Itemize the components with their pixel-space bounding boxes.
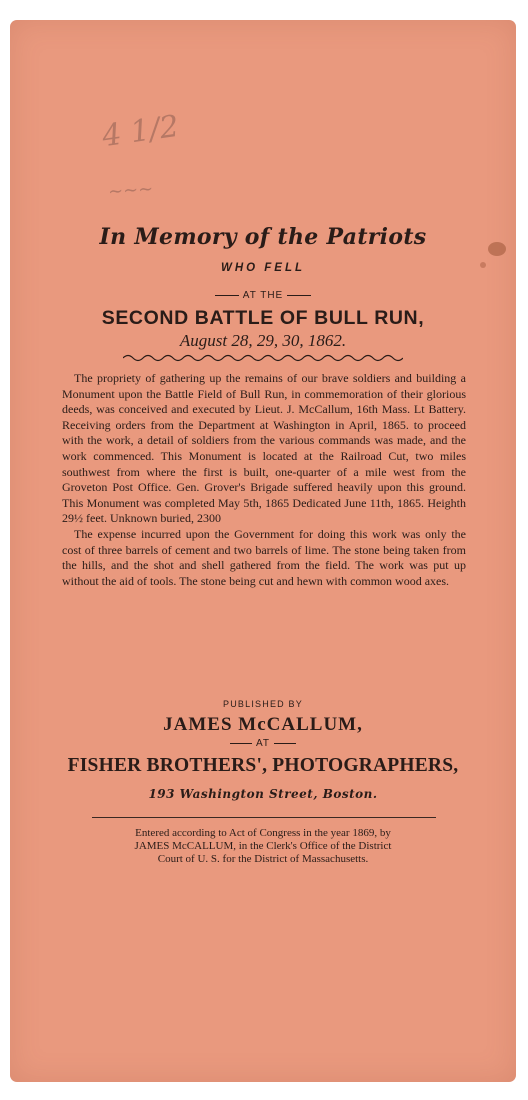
right-dash <box>287 295 311 296</box>
copyright-line: Court of U. S. for the District of Massachusetts. <box>157 853 369 865</box>
publisher-name: JAMES McCALLUM, <box>163 714 363 735</box>
wavy-divider <box>123 353 403 363</box>
card-subtitle: WHO FELL <box>220 262 306 274</box>
at-line <box>10 738 516 749</box>
battle-date: August 28, 29, 30, 1862. <box>179 331 347 350</box>
at-the-text: AT THE <box>242 290 284 301</box>
at-text: AT <box>255 738 271 749</box>
published-by-label: PUBLISHED BY <box>223 699 303 709</box>
left-dash <box>215 295 239 296</box>
copyright-line: JAMES McCALLUM, in the Clerk's Office of the District <box>134 840 392 852</box>
copyright-line: Entered according to Act of Congress in the year 1869, by <box>135 827 391 839</box>
left-dash <box>230 743 252 744</box>
photographers-name: FISHER BROTHERS', PHOTOGRAPHERS, <box>67 755 459 776</box>
memorial-text <box>62 371 466 589</box>
at-the-line <box>10 290 516 301</box>
paragraph-monument: The propriety of gathering up the remains of our brave soldiers and building a Monument upon the Battle Field of Bull Run, in commemoration of their glorious deeds, was conceived and executed by Lieut. J. McCallum, 16th Mass. Lt Battery. Receiving orders from the Department at Washington in April, 1865. to proceed with the work, a detail of soldiers from the various commands was made, and the work commenced. This Monument is located at the Railroad Cut, two miles southwest from where the first is built, one-quarter of a mile west from the Groveton Post Office. Gen. Grover's Brigade suffered heavily upon this ground. This Monument was completed May 5th, 1865 Dedicated June 11th, 1865. Heighth 29½ feet. Unknown buried, 2300 <box>62 371 466 526</box>
pencil-note: 4 1/2 <box>99 108 181 155</box>
battle-heading: SECOND BATTLE OF BULL RUN, <box>101 307 425 329</box>
pencil-scribble: ~~~ <box>107 178 154 203</box>
horizontal-rule <box>92 817 436 818</box>
right-dash <box>274 743 296 744</box>
copyright-notice <box>10 827 516 866</box>
memorial-card <box>10 20 516 1082</box>
paragraph-expense: The expense incurred upon the Government for doing this work was only the cost of three barrels of cement and two barrels of lime. The stone being taken from the hills, and the shot and shell gathered from the field. The work was put up without the aid of tools. The stone being cut and hewn with common wood axes. <box>62 526 466 588</box>
studio-address: 193 Washington Street, Boston. <box>148 787 378 801</box>
card-title: In Memory of the Patriots <box>99 224 427 250</box>
